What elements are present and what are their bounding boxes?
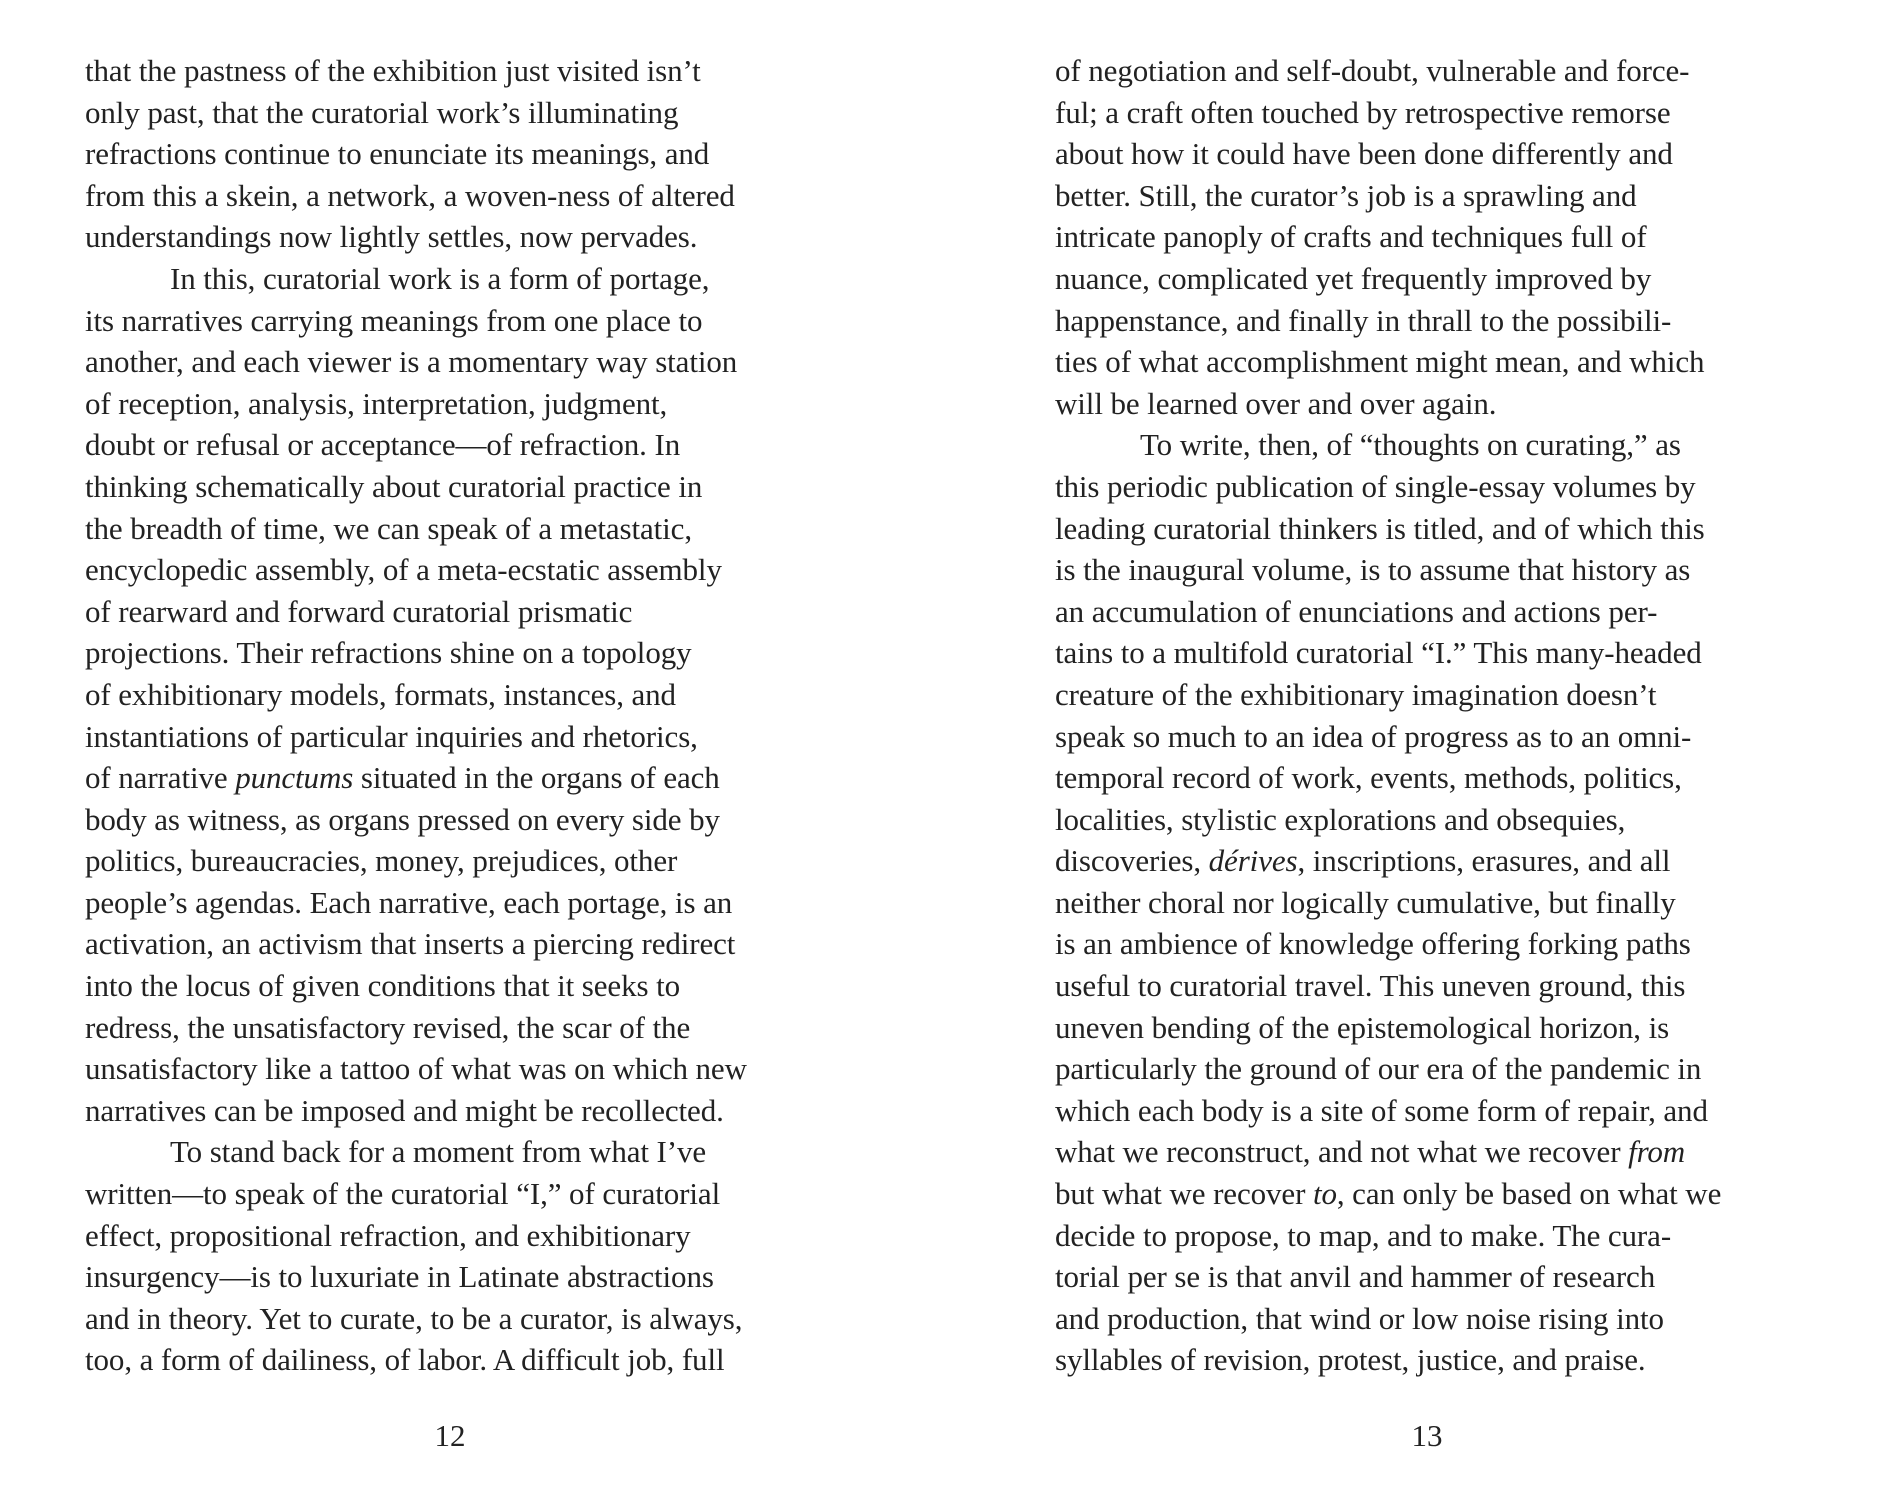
text-run: insurgency—is to luxuriate in Latinate abstractions — [85, 1259, 714, 1295]
text-line — [1055, 840, 1815, 882]
text-run: particularly the ground of our era of the pandemic in — [1055, 1051, 1702, 1087]
text-line — [85, 1298, 845, 1340]
text-line — [85, 300, 845, 342]
italic-text: to — [1312, 1176, 1337, 1212]
text-run: the breadth of time, we can speak of a metastatic, — [85, 510, 692, 546]
right-page — [943, 0, 1887, 1500]
text-run: encyclopedic assembly, of a meta-ecstatic assembly — [85, 552, 722, 588]
text-line — [85, 466, 845, 508]
text-line — [1055, 175, 1815, 217]
text-run: another, and each viewer is a momentary way station — [85, 344, 738, 380]
text-run: tains to a multifold curatorial “I.” This many-headed — [1055, 635, 1702, 671]
text-run: is an ambience of knowledge offering forking paths — [1055, 926, 1691, 962]
text-run: but what we recover — [1055, 1176, 1313, 1212]
text-line — [1055, 1173, 1815, 1215]
text-run: activation, an activism that inserts a piercing redirect — [85, 926, 736, 962]
text-run: an accumulation of enunciations and actions per- — [1055, 593, 1658, 629]
text-run: people’s agendas. Each narrative, each portage, is an — [85, 884, 733, 920]
text-line — [85, 1007, 845, 1049]
text-run: doubt or refusal or acceptance—of refraction. In — [85, 427, 681, 463]
text-line — [1055, 341, 1815, 383]
italic-text: from — [1628, 1134, 1686, 1170]
text-line — [85, 1048, 845, 1090]
text-line — [1055, 383, 1815, 425]
text-line — [85, 50, 845, 92]
text-line — [85, 1256, 845, 1298]
left-page — [0, 0, 943, 1500]
text-line — [85, 674, 845, 716]
text-run: uneven bending of the epistemological horizon, is — [1055, 1009, 1670, 1045]
text-run: syllables of revision, protest, justice, and praise. — [1055, 1342, 1646, 1378]
text-line — [1055, 1215, 1815, 1257]
left-page-number: 12 — [434, 1418, 466, 1453]
text-line — [1055, 92, 1815, 134]
text-line — [1055, 923, 1815, 965]
text-line — [85, 383, 845, 425]
text-run: To write, then, of “thoughts on curating,” as — [1140, 427, 1681, 463]
text-run: of reception, analysis, interpretation, judgment, — [85, 385, 668, 421]
text-line — [1055, 216, 1815, 258]
text-line — [1055, 1256, 1815, 1298]
text-line — [1055, 133, 1815, 175]
text-line — [85, 965, 845, 1007]
text-line — [1055, 50, 1815, 92]
italic-text: punctums — [235, 760, 354, 796]
text-run: creature of the exhibitionary imagination doesn’t — [1055, 676, 1657, 712]
text-line — [1055, 258, 1815, 300]
text-run: torial per se is that anvil and hammer of research — [1055, 1259, 1656, 1295]
text-run: this periodic publication of single-essay volumes by — [1055, 468, 1696, 504]
text-line — [1055, 1090, 1815, 1132]
text-run: thinking schematically about curatorial practice in — [85, 468, 703, 504]
text-line — [85, 424, 845, 466]
text-line — [85, 1090, 845, 1132]
text-run: body as witness, as organs pressed on every side by — [85, 801, 720, 837]
text-line — [1055, 674, 1815, 716]
text-line — [85, 1215, 845, 1257]
right-page-number: 13 — [1411, 1418, 1443, 1453]
text-line — [1055, 1048, 1815, 1090]
text-run: unsatisfactory like a tattoo of what was on which new — [85, 1051, 747, 1087]
text-line — [85, 1173, 845, 1215]
text-line — [85, 341, 845, 383]
text-run: of rearward and forward curatorial prismatic — [85, 593, 633, 629]
text-line — [1055, 1131, 1815, 1173]
text-run: happenstance, and finally in thrall to the possibili- — [1055, 302, 1672, 338]
text-run: written—to speak of the curatorial “I,” of curatorial — [85, 1176, 721, 1212]
text-line — [85, 591, 845, 633]
text-run: politics, bureaucracies, money, prejudices, other — [85, 843, 678, 879]
text-run: speak so much to an idea of progress as to an omni- — [1055, 718, 1692, 754]
text-run: ful; a craft often touched by retrospective remorse — [1055, 94, 1671, 130]
text-run: In this, curatorial work is a form of portage, — [170, 260, 710, 296]
text-run: leading curatorial thinkers is titled, and of which this — [1055, 510, 1705, 546]
text-run: situated in the organs of each — [353, 760, 720, 796]
text-run: its narratives carrying meanings from one place to — [85, 302, 703, 338]
text-line — [85, 840, 845, 882]
text-line — [85, 549, 845, 591]
text-line — [85, 508, 845, 550]
text-run: , can only be based on what we — [1336, 1176, 1722, 1212]
text-line — [85, 923, 845, 965]
text-line — [85, 175, 845, 217]
text-line — [85, 1131, 845, 1173]
text-run: too, a form of dailiness, of labor. A difficult job, full — [85, 1342, 725, 1378]
text-run: narratives can be imposed and might be recollected. — [85, 1092, 724, 1128]
text-run: decide to propose, to map, and to make. The cura- — [1055, 1217, 1672, 1253]
text-run: what we reconstruct, and not what we recover — [1055, 1134, 1629, 1170]
text-line — [1055, 965, 1815, 1007]
text-run: instantiations of particular inquiries and rhetorics, — [85, 718, 698, 754]
text-run: which each body is a site of some form of repair, and — [1055, 1092, 1708, 1128]
text-run: temporal record of work, events, methods, politics, — [1055, 760, 1682, 796]
text-line — [85, 632, 845, 674]
text-run: of narrative — [85, 760, 236, 796]
text-line — [85, 799, 845, 841]
text-line — [85, 716, 845, 758]
text-line — [85, 258, 845, 300]
text-run: from this a skein, a network, a woven-ness of altered — [85, 177, 735, 213]
text-run: effect, propositional refraction, and exhibitionary — [85, 1217, 691, 1253]
text-line — [1055, 591, 1815, 633]
text-run: and production, that wind or low noise rising into — [1055, 1300, 1664, 1336]
text-line — [1055, 716, 1815, 758]
text-line — [1055, 424, 1815, 466]
text-line — [1055, 632, 1815, 674]
text-run: into the locus of given conditions that it seeks to — [85, 968, 681, 1004]
text-run: redress, the unsatisfactory revised, the scar of the — [85, 1009, 691, 1045]
right-page-body-text — [1055, 50, 1815, 1381]
text-run: better. Still, the curator’s job is a sprawling and — [1055, 177, 1637, 213]
text-run: will be learned over and over again. — [1055, 385, 1497, 421]
text-line — [1055, 1298, 1815, 1340]
text-line — [85, 216, 845, 258]
text-run: of negotiation and self-doubt, vulnerable and force- — [1055, 53, 1690, 88]
text-run: useful to curatorial travel. This uneven ground, this — [1055, 968, 1686, 1004]
text-line — [85, 92, 845, 134]
text-run: discoveries, — [1055, 843, 1209, 879]
text-run: that the pastness of the exhibition just visited isn’t — [85, 53, 701, 88]
text-line — [1055, 882, 1815, 924]
text-line — [1055, 1007, 1815, 1049]
left-page-body-text — [85, 50, 845, 1381]
text-run: only past, that the curatorial work’s illuminating — [85, 94, 679, 130]
text-line — [85, 757, 845, 799]
text-line — [1055, 757, 1815, 799]
text-run: of exhibitionary models, formats, instances, and — [85, 676, 676, 712]
italic-text: dérives — [1208, 843, 1298, 879]
text-run: ties of what accomplishment might mean, and which — [1055, 344, 1705, 380]
text-run: understandings now lightly settles, now pervades. — [85, 219, 698, 255]
text-line — [1055, 549, 1815, 591]
text-run: about how it could have been done differently and — [1055, 136, 1673, 172]
text-run: localities, stylistic explorations and obsequies, — [1055, 801, 1626, 837]
text-line — [85, 133, 845, 175]
text-run: intricate panoply of crafts and techniques full of — [1055, 219, 1647, 255]
text-run: is the inaugural volume, is to assume that history as — [1055, 552, 1691, 588]
text-run: projections. Their refractions shine on a topology — [85, 635, 692, 671]
text-line — [1055, 1339, 1815, 1381]
text-line — [1055, 466, 1815, 508]
text-line — [1055, 300, 1815, 342]
text-line — [1055, 799, 1815, 841]
text-run: neither choral nor logically cumulative, but finally — [1055, 884, 1676, 920]
text-run: nuance, complicated yet frequently improved by — [1055, 260, 1652, 296]
text-run: and in theory. Yet to curate, to be a curator, is always, — [85, 1300, 743, 1336]
text-run: , inscriptions, erasures, and all — [1297, 843, 1671, 879]
text-line — [85, 1339, 845, 1381]
text-line — [1055, 508, 1815, 550]
text-run: refractions continue to enunciate its meanings, and — [85, 136, 710, 172]
text-line — [85, 882, 845, 924]
text-run: To stand back for a moment from what I’ve — [170, 1134, 707, 1170]
